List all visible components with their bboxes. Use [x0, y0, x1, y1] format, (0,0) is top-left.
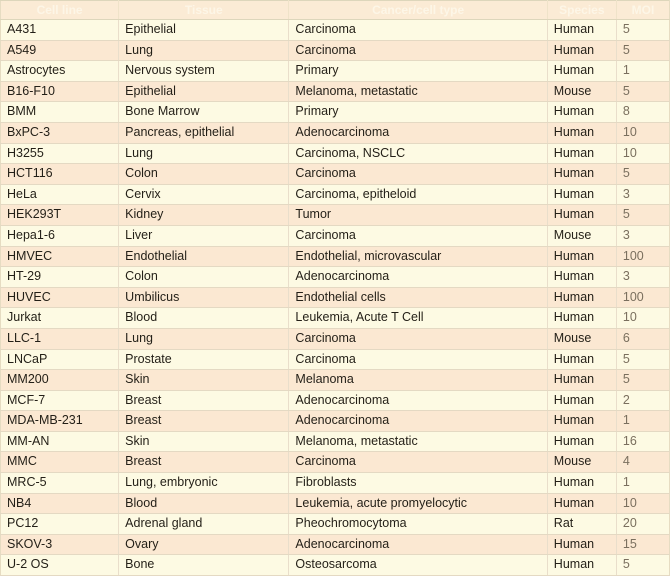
cell-tissue: Epithelial: [119, 81, 289, 102]
table-row: [1, 122, 670, 143]
cell-cancer-type: Adenocarcinoma: [289, 411, 547, 432]
cell-cancer-type: Adenocarcinoma: [289, 267, 547, 288]
cell-species: Human: [547, 61, 616, 82]
cell-species: Human: [547, 390, 616, 411]
cell-tissue: Blood: [119, 493, 289, 514]
cell-tissue: Skin: [119, 431, 289, 452]
table-row: [1, 328, 670, 349]
table-row: [1, 102, 670, 123]
cell-cell-line: HUVEC: [1, 287, 119, 308]
table-row: [1, 493, 670, 514]
cell-moi: 10: [616, 493, 669, 514]
cell-species: Human: [547, 205, 616, 226]
cell-cell-line: Hepa1-6: [1, 225, 119, 246]
cell-moi: 10: [616, 122, 669, 143]
cell-moi: 1: [616, 411, 669, 432]
cell-cell-line: MDA-MB-231: [1, 411, 119, 432]
cell-moi: 5: [616, 81, 669, 102]
cell-cancer-type: Carcinoma: [289, 40, 547, 61]
cell-cancer-type: Fibroblasts: [289, 473, 547, 494]
cell-cancer-type: Melanoma, metastatic: [289, 81, 547, 102]
cell-species: Human: [547, 267, 616, 288]
cell-tissue: Colon: [119, 267, 289, 288]
cell-tissue: Blood: [119, 308, 289, 329]
cell-species: Human: [547, 555, 616, 576]
cell-cancer-type: Carcinoma: [289, 452, 547, 473]
column-header-tissue[interactable]: Tissue: [119, 1, 289, 20]
column-header-moi[interactable]: MOI: [616, 1, 669, 20]
cell-cancer-type: Adenocarcinoma: [289, 122, 547, 143]
cell-cell-line: MMC: [1, 452, 119, 473]
cell-cell-line: HeLa: [1, 184, 119, 205]
table-row: [1, 225, 670, 246]
table-row: [1, 184, 670, 205]
cell-cancer-type: Leukemia, acute promyelocytic: [289, 493, 547, 514]
cell-cell-line: MRC-5: [1, 473, 119, 494]
cell-species: Human: [547, 411, 616, 432]
cell-cell-line: HEK293T: [1, 205, 119, 226]
cell-moi: 5: [616, 555, 669, 576]
table-body: [1, 20, 670, 576]
cell-moi: 8: [616, 102, 669, 123]
cell-cell-line: MM200: [1, 370, 119, 391]
cell-cancer-type: Primary: [289, 61, 547, 82]
cell-moi: 3: [616, 267, 669, 288]
cell-cell-line: MCF-7: [1, 390, 119, 411]
cell-cell-line: HCT116: [1, 164, 119, 185]
cell-species: Human: [547, 308, 616, 329]
cell-moi: 5: [616, 349, 669, 370]
table-row: [1, 205, 670, 226]
table-row: [1, 431, 670, 452]
column-header-species[interactable]: Species: [547, 1, 616, 20]
cell-species: Human: [547, 493, 616, 514]
table-row: [1, 246, 670, 267]
cell-cell-line: MM-AN: [1, 431, 119, 452]
cell-cancer-type: Endothelial cells: [289, 287, 547, 308]
cell-cancer-type: Carcinoma: [289, 225, 547, 246]
cell-species: Human: [547, 102, 616, 123]
cell-tissue: Breast: [119, 452, 289, 473]
cell-species: Human: [547, 246, 616, 267]
cell-moi: 10: [616, 308, 669, 329]
table-row: [1, 534, 670, 555]
cell-moi: 4: [616, 452, 669, 473]
cell-species: Human: [547, 122, 616, 143]
cell-cell-line: NB4: [1, 493, 119, 514]
cell-cell-line: Jurkat: [1, 308, 119, 329]
cell-cancer-type: Adenocarcinoma: [289, 390, 547, 411]
cell-species: Mouse: [547, 328, 616, 349]
cell-species: Human: [547, 184, 616, 205]
cell-cancer-type: Carcinoma: [289, 349, 547, 370]
cell-tissue: Liver: [119, 225, 289, 246]
cell-cell-line: B16-F10: [1, 81, 119, 102]
table-row: [1, 514, 670, 535]
cell-cancer-type: Carcinoma: [289, 328, 547, 349]
cell-cell-line: SKOV-3: [1, 534, 119, 555]
table-row: [1, 287, 670, 308]
cell-moi: 100: [616, 287, 669, 308]
cell-cancer-type: Melanoma, metastatic: [289, 431, 547, 452]
table-row: [1, 473, 670, 494]
cell-cell-line: BMM: [1, 102, 119, 123]
cell-cell-line: HT-29: [1, 267, 119, 288]
cell-tissue: Skin: [119, 370, 289, 391]
cell-tissue: Breast: [119, 390, 289, 411]
cell-tissue: Breast: [119, 411, 289, 432]
cell-species: Human: [547, 534, 616, 555]
cell-cancer-type: Leukemia, Acute T Cell: [289, 308, 547, 329]
cell-tissue: Lung, embryonic: [119, 473, 289, 494]
table-row: [1, 349, 670, 370]
table-row: [1, 370, 670, 391]
cell-species: Human: [547, 473, 616, 494]
table-header-row: [1, 1, 670, 20]
cell-cancer-type: Adenocarcinoma: [289, 534, 547, 555]
cell-tissue: Bone Marrow: [119, 102, 289, 123]
cell-tissue: Prostate: [119, 349, 289, 370]
cell-species: Human: [547, 143, 616, 164]
cell-cell-line: A549: [1, 40, 119, 61]
cell-moi: 5: [616, 205, 669, 226]
table-row: [1, 267, 670, 288]
cell-cancer-type: Primary: [289, 102, 547, 123]
cell-moi: 6: [616, 328, 669, 349]
cell-cell-line: PC12: [1, 514, 119, 535]
cell-tissue: Lung: [119, 40, 289, 61]
cell-species: Human: [547, 370, 616, 391]
cell-cancer-type: Endothelial, microvascular: [289, 246, 547, 267]
cell-moi: 2: [616, 390, 669, 411]
cell-moi: 1: [616, 473, 669, 494]
cell-moi: 5: [616, 40, 669, 61]
cell-cell-line: LLC-1: [1, 328, 119, 349]
cell-cancer-type: Melanoma: [289, 370, 547, 391]
cell-tissue: Lung: [119, 328, 289, 349]
column-header-cell-line[interactable]: Cell line: [1, 1, 119, 20]
cell-cell-line: LNCaP: [1, 349, 119, 370]
cell-tissue: Kidney: [119, 205, 289, 226]
table-row: [1, 40, 670, 61]
table-header: [1, 1, 670, 20]
cell-species: Rat: [547, 514, 616, 535]
cell-species: Mouse: [547, 225, 616, 246]
cell-moi: 5: [616, 370, 669, 391]
column-header-cancer-type[interactable]: Cancer/cell type: [289, 1, 547, 20]
cell-species: Human: [547, 287, 616, 308]
cell-cell-line: A431: [1, 20, 119, 41]
cell-tissue: Cervix: [119, 184, 289, 205]
cell-cancer-type: Pheochromocytoma: [289, 514, 547, 535]
cell-cancer-type: Carcinoma: [289, 164, 547, 185]
table-row: [1, 555, 670, 576]
table-row: [1, 20, 670, 41]
cell-tissue: Adrenal gland: [119, 514, 289, 535]
cell-species: Human: [547, 20, 616, 41]
cell-tissue: Bone: [119, 555, 289, 576]
cell-cell-line: HMVEC: [1, 246, 119, 267]
cell-species: Mouse: [547, 452, 616, 473]
table-row: [1, 452, 670, 473]
cell-tissue: Ovary: [119, 534, 289, 555]
table-row: [1, 143, 670, 164]
cell-moi: 20: [616, 514, 669, 535]
table-row: [1, 308, 670, 329]
cell-species: Human: [547, 349, 616, 370]
cell-tissue: Epithelial: [119, 20, 289, 41]
cell-tissue: Lung: [119, 143, 289, 164]
cell-species: Mouse: [547, 81, 616, 102]
cell-moi: 5: [616, 164, 669, 185]
cell-cancer-type: Carcinoma: [289, 20, 547, 41]
cell-cell-line: U-2 OS: [1, 555, 119, 576]
table-row: [1, 81, 670, 102]
cell-tissue: Nervous system: [119, 61, 289, 82]
cell-tissue: Umbilicus: [119, 287, 289, 308]
cell-moi: 100: [616, 246, 669, 267]
cell-cell-line: BxPC-3: [1, 122, 119, 143]
cell-moi: 1: [616, 61, 669, 82]
cell-species: Human: [547, 164, 616, 185]
cell-moi: 16: [616, 431, 669, 452]
cell-cancer-type: Carcinoma, NSCLC: [289, 143, 547, 164]
cell-cell-line: Astrocytes: [1, 61, 119, 82]
table-row: [1, 390, 670, 411]
cell-cancer-type: Osteosarcoma: [289, 555, 547, 576]
cell-tissue: Colon: [119, 164, 289, 185]
table-row: [1, 411, 670, 432]
table-row: [1, 61, 670, 82]
cell-moi: 3: [616, 225, 669, 246]
cell-moi: 15: [616, 534, 669, 555]
cell-cancer-type: Tumor: [289, 205, 547, 226]
cell-moi: 5: [616, 20, 669, 41]
cell-species: Human: [547, 40, 616, 61]
cell-cancer-type: Carcinoma, epitheloid: [289, 184, 547, 205]
cell-moi: 3: [616, 184, 669, 205]
cell-cell-line: H3255: [1, 143, 119, 164]
cell-moi: 10: [616, 143, 669, 164]
table-row: [1, 164, 670, 185]
cell-tissue: Endothelial: [119, 246, 289, 267]
cell-tissue: Pancreas, epithelial: [119, 122, 289, 143]
cell-species: Human: [547, 431, 616, 452]
